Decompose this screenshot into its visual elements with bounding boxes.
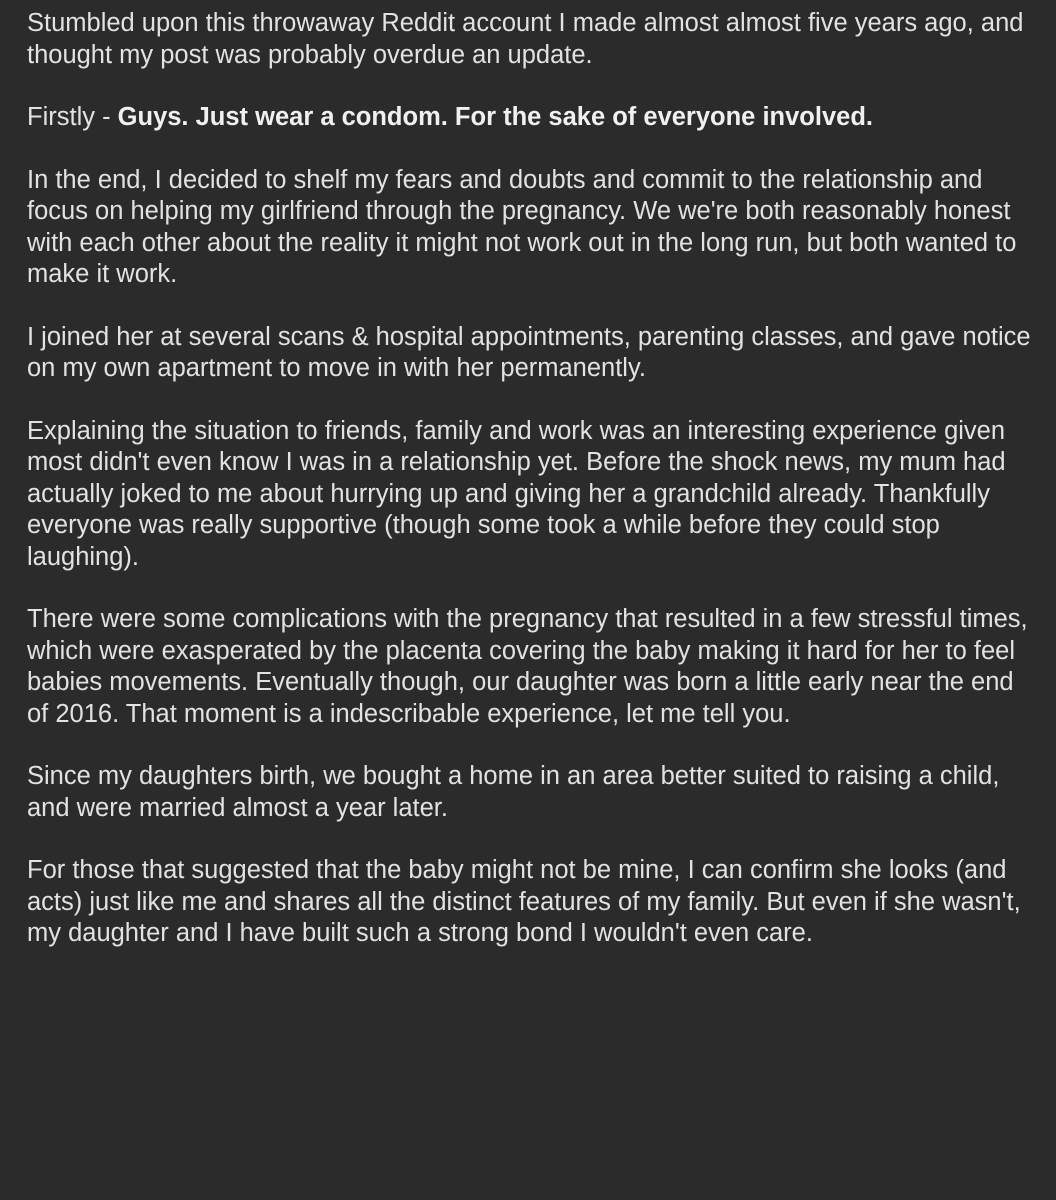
paragraph-complications: There were some complications with the pregnancy that resulted in a few stressful times, which were exasperated by the placenta covering the baby making it hard for her to feel babies movements. Eventually though, our daughter was born a little early near the end of 2016. That moment is a indescribable experience, let me tell you. <box>27 605 1028 728</box>
paragraph-decision: In the end, I decided to shelf my fears and doubts and commit to the relationship and focus on helping my girlfriend through the pregnancy. We we're both reasonably honest with each other about the reality it might not work out in the long run, but both wanted to make it work. <box>27 165 1017 288</box>
paragraph-appointments: I joined her at several scans & hospital appointments, parenting classes, and gave notice on my own apartment to move in with her permanently. <box>27 322 1031 382</box>
paragraph-intro: Stumbled upon this throwaway Reddit account I made almost almost five years ago, and thought my post was probably overdue an update. <box>27 9 1024 69</box>
paragraph-explaining: Explaining the situation to friends, family and work was an interesting experience given most didn't even know I was in a relationship yet. Before the shock news, my mum had actually joked to me about hurrying up and giving her a grandchild already. Thankfully everyone was really supportive (though some took a while before they could stop laughing). <box>27 416 1006 571</box>
paragraph-firstly <box>27 102 1037 134</box>
paragraph-paternity: For those that suggested that the baby might not be mine, I can confirm she looks (and acts) just like me and shares all the distinct features of my family. But even if she wasn't, my daughter and I have built such a strong bond I wouldn't even care. <box>27 856 1021 947</box>
paragraph-home: Since my daughters birth, we bought a home in an area better suited to raising a child, and were married almost a year later. <box>27 762 1000 822</box>
post-body <box>27 8 1037 950</box>
firstly-prefix: Firstly - <box>27 103 118 131</box>
condom-advice-bold: Guys. Just wear a condom. For the sake of everyone involved. <box>117 103 873 131</box>
